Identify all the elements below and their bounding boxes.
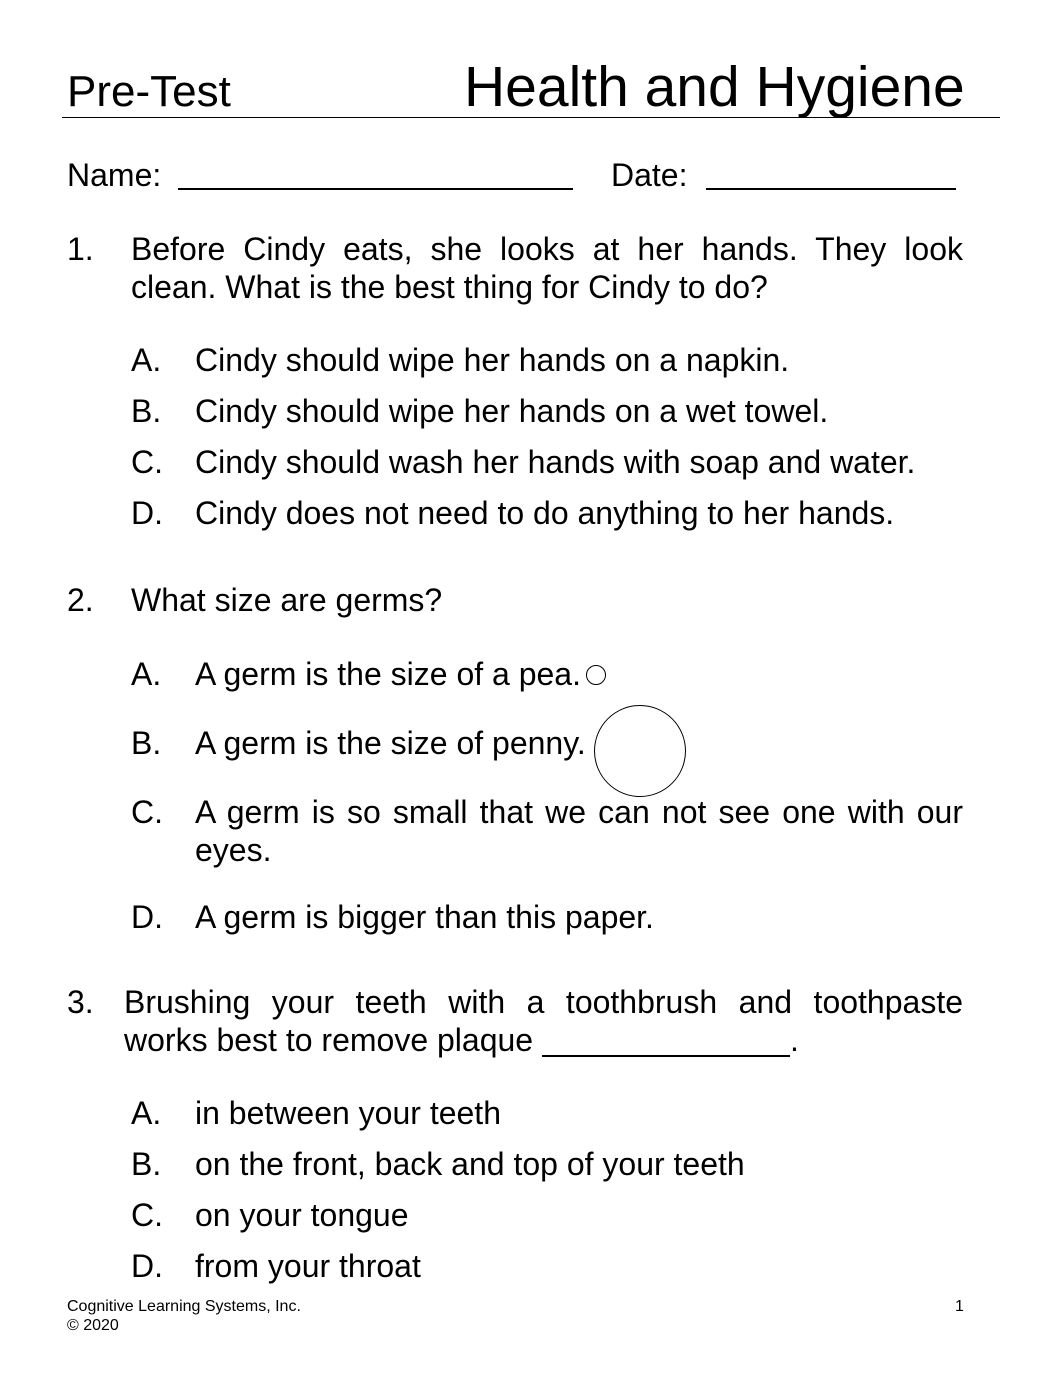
q1-option-d[interactable]: Cindy does not need to do anything to her hands. [195, 495, 895, 531]
q3-option-c[interactable]: on your tongue [195, 1197, 409, 1233]
q2-option-a[interactable]: A germ is the size of a pea. [195, 656, 581, 692]
q1-option-c-letter: C. [131, 444, 163, 480]
question-2-text: What size are germs? [131, 582, 443, 618]
q2-option-c[interactable]: A germ is so small that we can not see one with our eyes. [195, 794, 963, 868]
q2-option-b[interactable]: A germ is the size of penny. [195, 725, 586, 761]
q2-option-d-letter: D. [131, 899, 163, 935]
question-1-number: 1. [67, 231, 94, 267]
question-3-text [124, 983, 963, 1059]
pea-size-circle [586, 665, 606, 685]
question-2-number: 2. [67, 582, 94, 618]
pretest-label: Pre-Test [67, 67, 231, 116]
q2-option-a-letter: A. [131, 656, 162, 692]
date-label: Date: [611, 157, 688, 193]
question-1-text: Before Cindy eats, she looks at her hands. They look clean. What is the best thing for Cindy to do? [131, 231, 963, 305]
q3-option-c-letter: C. [131, 1197, 163, 1233]
q3-option-b-letter: B. [131, 1146, 162, 1182]
q1-option-b[interactable]: Cindy should wipe her hands on a wet towel. [195, 393, 829, 429]
q3-option-a-letter: A. [131, 1095, 162, 1131]
q1-option-a-letter: A. [131, 342, 162, 378]
q2-option-d[interactable]: A germ is bigger than this paper. [195, 899, 654, 935]
q1-option-d-letter: D. [131, 495, 163, 531]
q1-option-a[interactable]: Cindy should wipe her hands on a napkin. [195, 342, 790, 378]
date-field[interactable] [706, 188, 956, 190]
question-3-text-before: Brushing your teeth with a toothbrush and toothpaste works best to remove plaque [124, 984, 963, 1058]
question-3-number: 3. [67, 984, 94, 1020]
q1-option-c[interactable]: Cindy should wash her hands with soap and water. [195, 444, 916, 480]
footer-copyright: © 2020 [67, 1317, 119, 1334]
header-divider [62, 117, 1000, 118]
q2-option-b-letter: B. [131, 725, 162, 761]
q3-option-a[interactable]: in between your teeth [195, 1095, 501, 1131]
q3-option-d-letter: D. [131, 1248, 163, 1284]
q1-option-b-letter: B. [131, 393, 162, 429]
page-number: 1 [955, 1298, 964, 1315]
name-field[interactable] [178, 188, 573, 190]
q2-option-c-letter: C. [131, 794, 163, 830]
page-title: Health and Hygiene [464, 55, 965, 119]
name-label: Name: [67, 157, 162, 193]
q3-option-b[interactable]: on the front, back and top of your teeth [195, 1146, 745, 1182]
q3-option-d[interactable]: from your throat [195, 1248, 421, 1284]
question-3-text-after: . [789, 1022, 799, 1058]
footer-publisher: Cognitive Learning Systems, Inc. [67, 1298, 301, 1315]
penny-size-circle [594, 705, 686, 797]
question-3-blank[interactable] [542, 1055, 790, 1057]
